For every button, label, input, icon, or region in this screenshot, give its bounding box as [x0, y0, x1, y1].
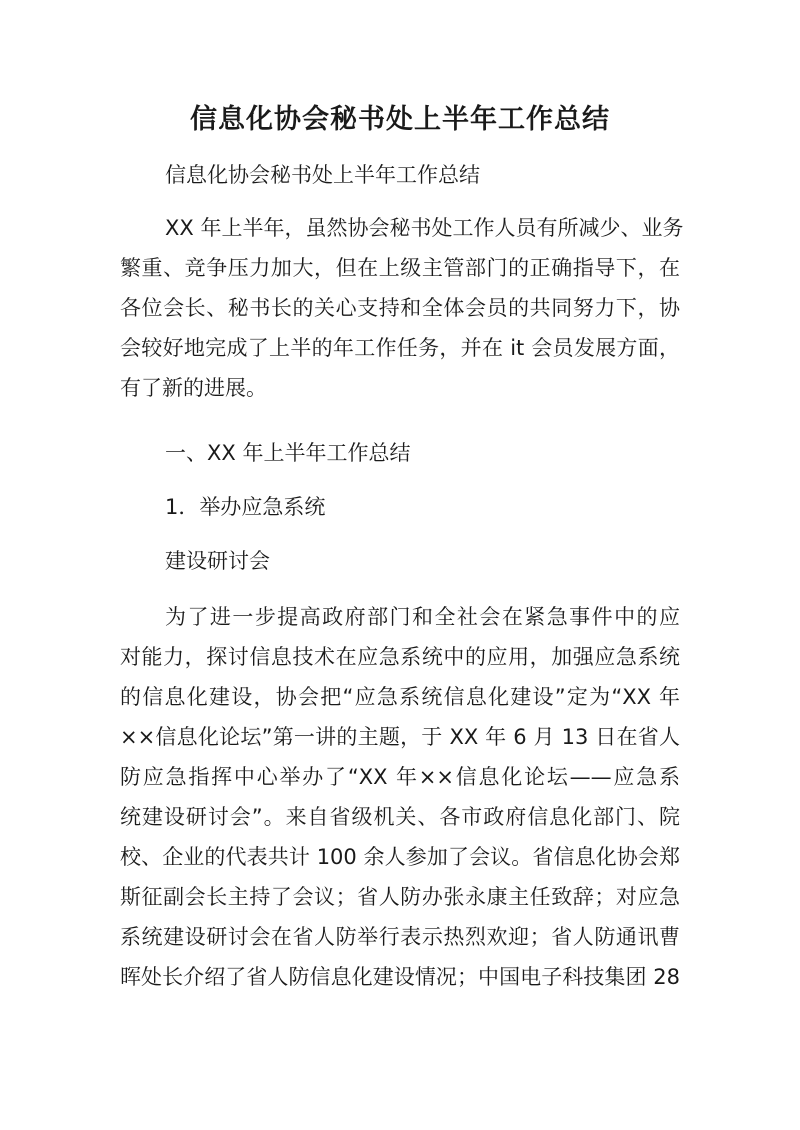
paragraph-1-line-5: 有了新的进展。 [120, 376, 267, 400]
paragraph-2-line-10: 晖处长介绍了省人防信息化建设情况；中国电子科技集团 28 [120, 965, 680, 989]
item-subheading: 建设研讨会 [165, 549, 270, 573]
document-subtitle: 信息化协会秘书处上半年工作总结 [165, 163, 480, 187]
paragraph-2-line-2: 对能力，探讨信息技术在应急系统中的应用，加强应急系统 [120, 645, 680, 669]
paragraph-2-line-1: 为了进一步提高政府部门和全社会在紧急事件中的应 [165, 605, 680, 629]
paragraph-1-line-1: XX 年上半年，虽然协会秘书处工作人员有所减少、业务 [165, 216, 684, 240]
paragraph-1-line-3: 各位会长、秘书长的关心支持和全体会员的共同努力下，协 [120, 296, 680, 320]
paragraph-2-line-3: 的信息化建设，协会把“应急系统信息化建设”定为“XX 年 [120, 685, 680, 709]
section-heading: 一、XX 年上半年工作总结 [165, 441, 411, 465]
document-title: 信息化协会秘书处上半年工作总结 [190, 104, 610, 135]
paragraph-2-line-5: 防应急指挥中心举办了“XX 年××信息化论坛——应急系 [120, 765, 680, 789]
paragraph-2-line-4: ××信息化论坛”第一讲的主题，于 XX 年 6 月 13 日在省人 [120, 725, 680, 749]
paragraph-1-line-2: 繁重、竞争压力加大，但在上级主管部门的正确指导下，在 [120, 256, 680, 280]
paragraph-2-line-8: 斯征副会长主持了会议；省人防办张永康主任致辞；对应急 [120, 885, 680, 909]
item-heading: 1．举办应急系统 [165, 495, 326, 519]
paragraph-1-line-4: 会较好地完成了上半的年工作任务，并在 it 会员发展方面， [120, 336, 680, 360]
paragraph-2-line-9: 系统建设研讨会在省人防举行表示热烈欢迎；省人防通讯曹 [120, 925, 680, 949]
paragraph-2-line-6: 统建设研讨会”。来自省级机关、各市政府信息化部门、院 [120, 805, 680, 829]
paragraph-2-line-7: 校、企业的代表共计 100 余人参加了会议。省信息化协会郑 [120, 845, 680, 869]
